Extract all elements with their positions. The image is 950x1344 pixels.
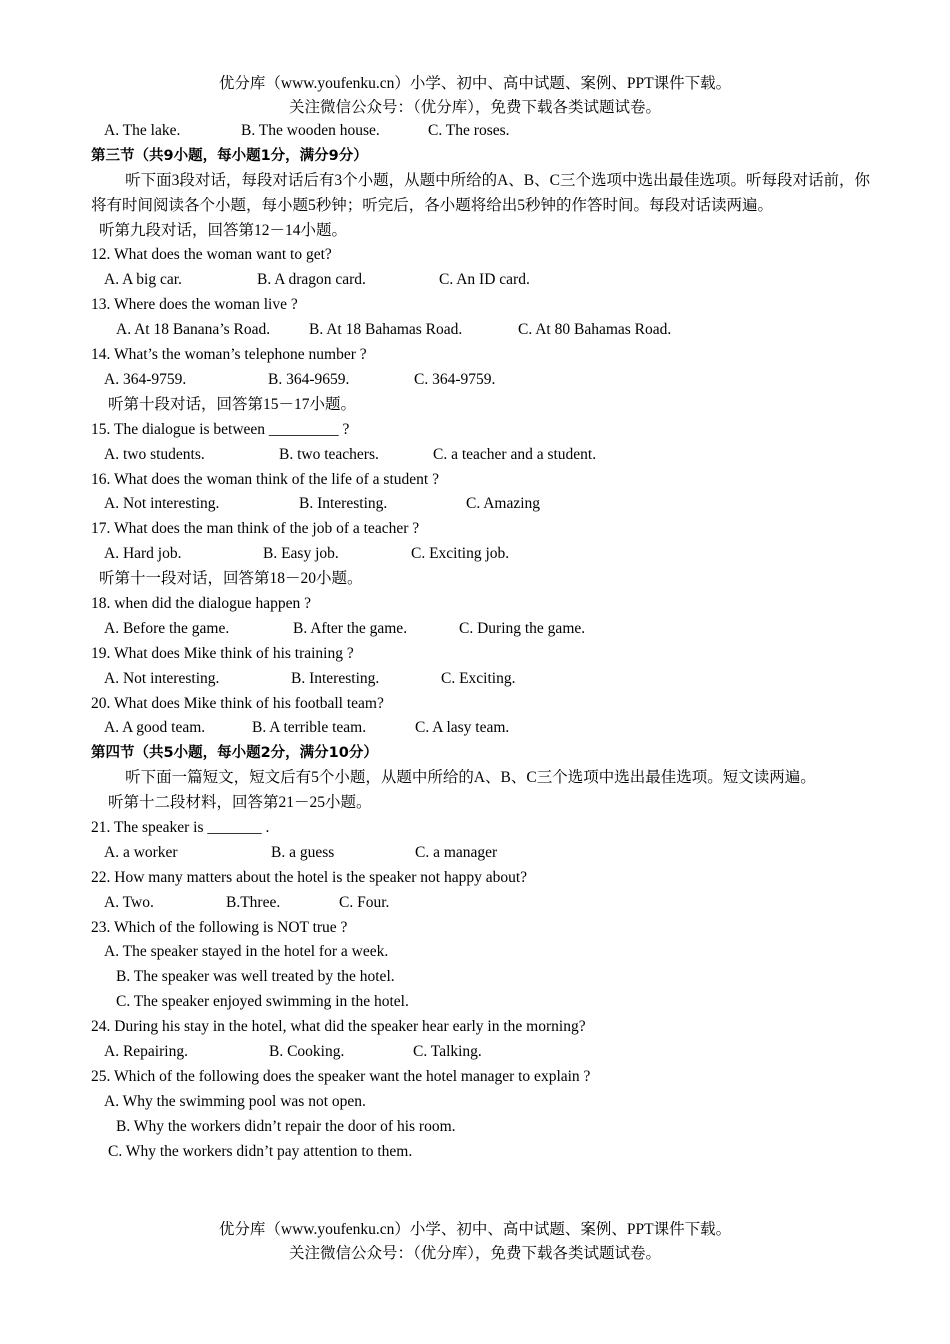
dialogue-9-heading: 听第九段对话，回答第12－14小题。 <box>99 221 348 239</box>
option: A. A good team. <box>104 719 206 737</box>
page-header <box>0 72 950 120</box>
section-4-title: 第四节（共5小题，每小题2分，满分10分） <box>91 745 378 762</box>
option-row <box>91 542 881 567</box>
option: A. Two. <box>104 893 154 911</box>
option: A. Hard job. <box>104 545 182 563</box>
option: B. A dragon card. <box>257 271 366 289</box>
option: B. 364-9659. <box>268 370 350 388</box>
option: A. The speaker stayed in the hotel for a week. <box>104 943 389 961</box>
option: C. Exciting. <box>441 669 516 687</box>
option: A. 364-9759. <box>104 370 187 388</box>
question-17-stem: 17. What does the man think of the job of a teacher ? <box>91 520 420 538</box>
option: C. 364-9759. <box>414 370 496 388</box>
option: C. a teacher and a student. <box>433 445 597 463</box>
option: C. The speaker enjoyed swimming in the hotel. <box>116 993 409 1011</box>
option-row <box>91 891 881 916</box>
option: B. Why the workers didn’t repair the door of his room. <box>116 1117 456 1135</box>
question-13-stem: 13. Where does the woman live ? <box>91 296 298 314</box>
option: A. Not interesting. <box>104 495 220 513</box>
option-row <box>91 667 881 692</box>
dialogue-11-heading: 听第十一段对话，回答第18－20小题。 <box>99 570 363 588</box>
question-21-stem: 21. The speaker is _______ . <box>91 818 270 836</box>
option-row <box>91 841 881 866</box>
option: C. During the game. <box>459 619 586 637</box>
footer-line-1: 优分库（www.youfenku.cn）小学、初中、高中试题、案例、PPT课件下载。 <box>218 1221 732 1238</box>
section-3-title: 第三节（共9小题，每小题1分，满分9分） <box>91 147 368 164</box>
option-row <box>91 318 881 343</box>
question-12-stem: 12. What does the woman want to get? <box>91 246 332 264</box>
option: B. A terrible team. <box>252 719 367 737</box>
option: C. a manager <box>415 843 498 861</box>
question-18-stem: 18. when did the dialogue happen ? <box>91 594 311 612</box>
option-row <box>91 368 881 393</box>
option: A. Not interesting. <box>104 669 220 687</box>
option: B. Interesting. <box>299 495 388 513</box>
option: C. Amazing <box>466 495 541 513</box>
option: B. After the game. <box>293 619 408 637</box>
option: B. a guess <box>271 843 335 861</box>
section-3-instructions: 听下面3段对话，每段对话后有3个小题，从题中所给的A、B、C三个选项中选出最佳选项。听每段对话前，你将有时间阅读各个小题，每小题5秒钟；听完后，各小题将给出5秒钟的作答时间。每段对话读两遍。 <box>91 171 870 214</box>
option: C. Four. <box>339 893 390 911</box>
question-16-stem: 16. What does the woman think of the life of a student ? <box>91 470 439 488</box>
material-12-heading: 听第十二段材料，回答第21－25小题。 <box>108 794 372 812</box>
option: C. Exciting job. <box>411 545 510 563</box>
header-line-2: 关注微信公众号：（优分库），免费下载各类试题试卷。 <box>288 99 661 116</box>
question-25-stem: 25. Which of the following does the speaker want the hotel manager to explain ? <box>91 1067 591 1085</box>
option: B. Interesting. <box>291 669 380 687</box>
option-row <box>91 443 881 468</box>
question-24-stem: 24. During his stay in the hotel, what did the speaker hear early in the morning? <box>91 1018 586 1036</box>
page-footer <box>0 1218 950 1266</box>
option-row <box>91 716 881 741</box>
option: C. Talking. <box>413 1043 482 1060</box>
option-row <box>91 492 881 517</box>
footer-line-2: 关注微信公众号：（优分库），免费下载各类试题试卷。 <box>288 1245 661 1262</box>
section-4-instructions: 听下面一篇短文，短文后有5个小题，从题中所给的A、B、C三个选项中选出最佳选项。短文读两遍。 <box>125 769 816 787</box>
option-row <box>91 617 881 642</box>
option: C. An ID card. <box>439 271 530 289</box>
question-23-stem: 23. Which of the following is NOT true ? <box>91 918 348 936</box>
option: B. At 18 Bahamas Road. <box>309 321 463 339</box>
option: C. A lasy team. <box>415 719 510 737</box>
option: A. Repairing. <box>104 1043 188 1060</box>
option: B. Easy job. <box>263 545 339 563</box>
option-row <box>91 268 881 293</box>
question-22-stem: 22. How many matters about the hotel is the speaker not happy about? <box>91 868 528 886</box>
option: A. two students. <box>104 445 205 463</box>
option: C. The roses. <box>428 122 510 139</box>
option-row <box>91 119 881 144</box>
option: C. Why the workers didn’t pay attention to them. <box>108 1142 413 1160</box>
option: A. The lake. <box>104 122 181 139</box>
option: B. The wooden house. <box>241 122 380 139</box>
exam-body <box>91 119 881 1164</box>
question-15-stem: 15. The dialogue is between _________ ? <box>91 420 350 438</box>
question-20-stem: 20. What does Mike think of his football team? <box>91 694 384 712</box>
option: A. At 18 Banana’s Road. <box>116 321 271 339</box>
option: B.Three. <box>226 893 281 911</box>
question-19-stem: 19. What does Mike think of his training ? <box>91 644 354 662</box>
question-14-stem: 14. What’s the woman’s telephone number ? <box>91 346 367 364</box>
header-line-1: 优分库（www.youfenku.cn）小学、初中、高中试题、案例、PPT课件下载。 <box>218 75 732 92</box>
option: A. Why the swimming pool was not open. <box>104 1092 366 1110</box>
option-row <box>91 1040 881 1065</box>
option: A. Before the game. <box>104 619 230 637</box>
option: A. A big car. <box>104 271 182 289</box>
option: C. At 80 Bahamas Road. <box>518 321 672 339</box>
option: B. Cooking. <box>269 1043 345 1060</box>
option: A. a worker <box>104 843 178 861</box>
option: B. two teachers. <box>279 445 379 463</box>
option: B. The speaker was well treated by the hotel. <box>116 968 395 986</box>
dialogue-10-heading: 听第十段对话，回答第15－17小题。 <box>108 395 357 413</box>
